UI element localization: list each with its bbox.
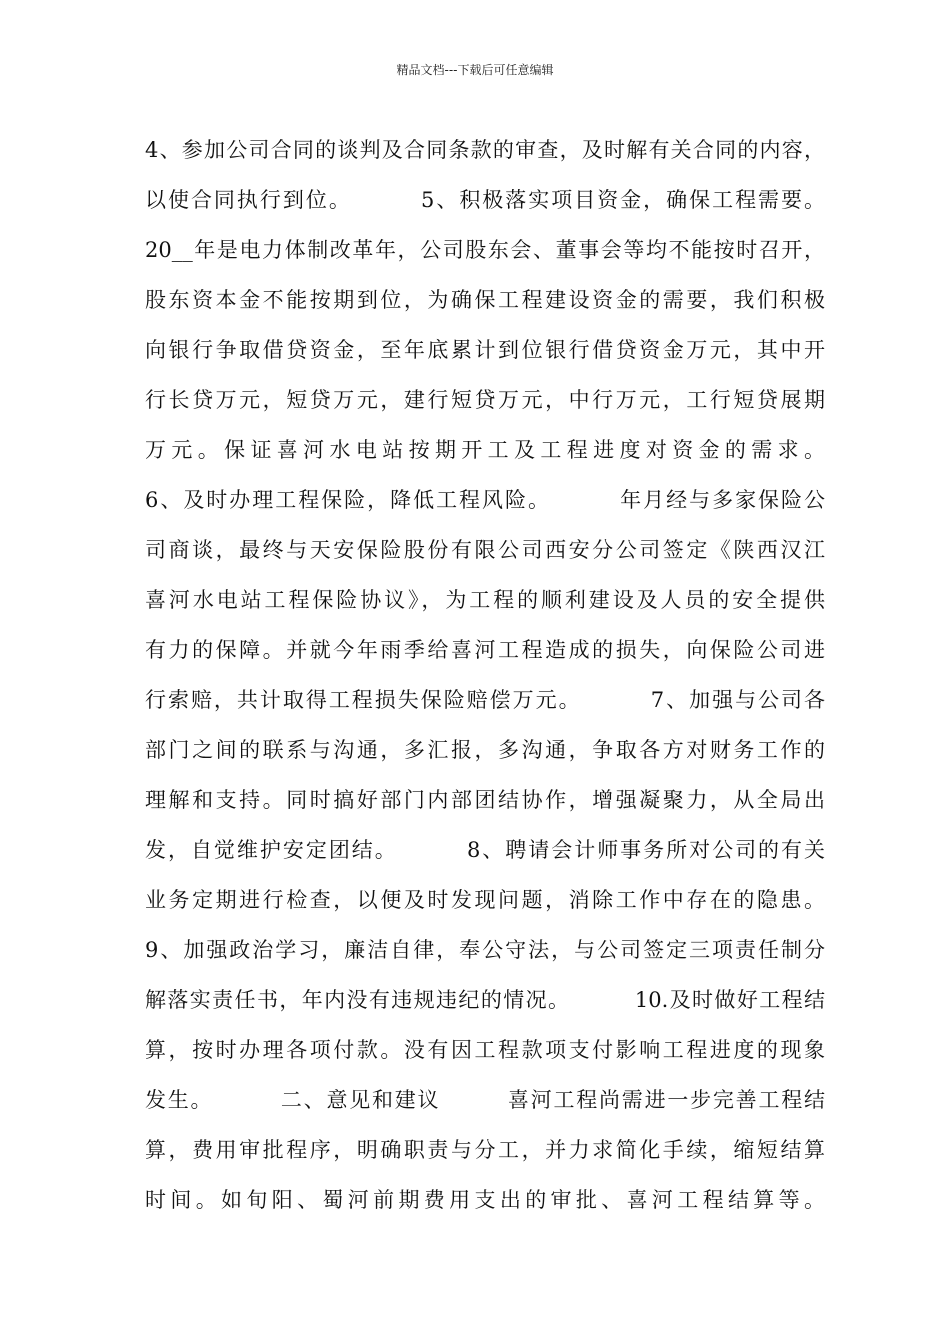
text-line: 理解和支持。同时搞好部门内部团结协作，增强凝聚力，从全局出: [145, 788, 825, 812]
text-line: 向银行争取借贷资金，至年底累计到位银行借贷资金万元，其中开: [145, 338, 825, 362]
text-line: 9、加强政治学习，廉洁自律，奉公守法，与公司签定三项责任制分: [145, 938, 825, 962]
text-line: 以使合同执行到位。 5、积极落实项目资金，确保工程需要。: [145, 188, 825, 212]
text-line: 司商谈，最终与天安保险股份有限公司西安分公司签定《陕西汉江: [145, 538, 825, 562]
text-line: 算，费用审批程序，明确职责与分工，并力求简化手续，缩短结算: [145, 1138, 825, 1162]
text-line: 喜河水电站工程保险协议》，为工程的顺利建设及人员的安全提供: [145, 588, 825, 612]
text-line: 解落实责任书，年内没有违规违纪的情况。 10.及时做好工程结: [145, 988, 825, 1012]
text-line: 部门之间的联系与沟通，多汇报，多沟通，争取各方对财务工作的: [145, 738, 825, 762]
text-line: 股东资本金不能按期到位，为确保工程建设资金的需要，我们积极: [145, 288, 825, 312]
text-line: 发，自觉维护安定团结。 8、聘请会计师事务所对公司的有关: [145, 838, 825, 862]
text-line: 行索赔，共计取得工程损失保险赔偿万元。 7、加强与公司各: [145, 688, 825, 712]
text-line: 6、及时办理工程保险，降低工程风险。 年月经与多家保险公: [145, 488, 825, 512]
text-line: 万元。保证喜河水电站按期开工及工程进度对资金的需求。: [145, 438, 825, 462]
text-line: 行长贷万元，短贷万元，建行短贷万元，中行万元，工行短贷展期: [145, 388, 825, 412]
text-line: 4、参加公司合同的谈判及合同条款的审查，及时解有关合同的内容，: [145, 138, 825, 162]
text-line: 20__年是电力体制改革年，公司股东会、董事会等均不能按时召开，: [145, 238, 825, 262]
text-line: 发生。 二、意见和建议 喜河工程尚需进一步完善工程结: [145, 1088, 825, 1112]
body-text: [145, 125, 825, 1225]
text-line: 算，按时办理各项付款。没有因工程款项支付影响工程进度的现象: [145, 1038, 825, 1062]
text-line: 时间。如旬阳、蜀河前期费用支出的审批、喜河工程结算等。: [145, 1188, 825, 1212]
text-line: 有力的保障。并就今年雨季给喜河工程造成的损失，向保险公司进: [145, 638, 825, 662]
page-header: 精品文档---下载后可任意编辑: [396, 63, 554, 77]
text-line: 业务定期进行检查，以便及时发现问题，消除工作中存在的隐患。: [145, 888, 825, 912]
